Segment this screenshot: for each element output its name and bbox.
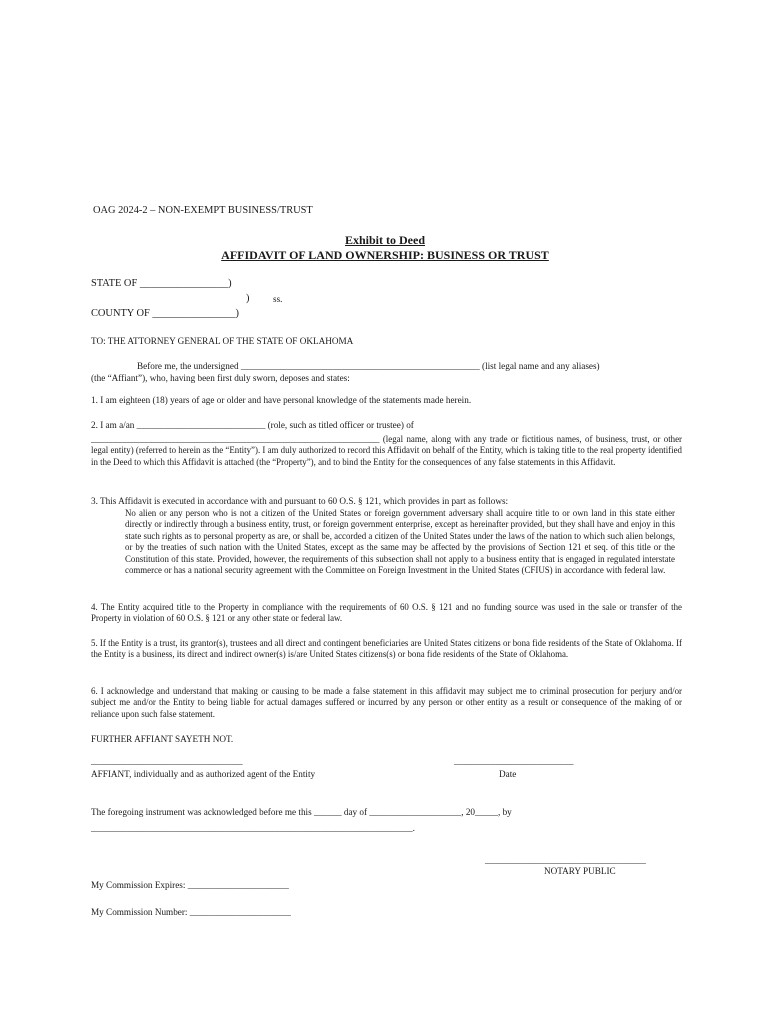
affidavit-title: AFFIDAVIT OF LAND OWNERSHIP: BUSINESS OR TRUST xyxy=(221,248,549,262)
affiant-label: AFFIANT, individually and as authorized agent of the Entity xyxy=(91,769,316,779)
ss-label: ss. xyxy=(273,294,283,304)
paragraph-2-body: _________________________________________________________________ (legal name, along with any trade or fictitious names, of business, trust, or other legal entity) (referred to herein as the “Entity”). I am duly authorized to record this Affidavit on behalf of the Entity, which is taking title to the real property identified in the Deed to which this Affidavit is attached (the “Property”), and to bind the Entity for the consequences of any false statements in this Affidavit. xyxy=(91,434,682,467)
statute-quote: No alien or any person who is not a citizen of the United States or foreign government adversary shall acquire title to or own land in this state either directly or indirectly through a business entity, trust, or foreign government enterprise, except as hereinafter provided, but they shall have and enjoy in this state such rights as to personal property as are, or shall be, accorded a citizen of the United States under the laws of the nation to which such alien belongs, or by the treaties of such nation with the United States, except as the same may be affected by the provisions of Section 121 et seq. of this title or the Constitution of this state. Provided, however, the requirements of this subsection shall not apply to a business entity that is engaged in regulated interstate commerce or has a national security agreement with the Committee on Foreign Investment in the United States (CFIUS) in accordance with federal law. xyxy=(125,508,675,576)
intro-line-1[interactable]: Before me, the undersigned ____________________________________________________ (list legal name and any aliases) xyxy=(137,361,600,371)
further-affiant: FURTHER AFFIANT SAYETH NOT. xyxy=(91,734,234,744)
form-code: OAG 2024-2 – NON-EXEMPT BUSINESS/TRUST xyxy=(93,205,313,216)
paragraph-1: 1. I am eighteen (18) years of age or older and have personal knowledge of the statements made herein. xyxy=(91,395,472,405)
paragraph-2-role[interactable]: 2. I am a/an ____________________________ (role, such as titled officer or trustee) of xyxy=(91,420,414,430)
county-of-field[interactable]: COUNTY OF ________________) xyxy=(91,308,239,319)
state-of-field[interactable]: STATE OF _________________) xyxy=(91,278,232,289)
paragraph-5: 5. If the Entity is a trust, its grantor(s), trustees and all direct and contingent beneficiaries are United States citizens or bona fide residents of the State of Oklahoma. If the Entity is a business, its direct and indirect owner(s) is/are United States citizens(s) or bona fide residents of the State of Oklahoma. xyxy=(91,638,682,660)
commission-number-field[interactable]: My Commission Number: ______________________ xyxy=(91,907,291,917)
paragraph-3-intro: 3. This Affidavit is executed in accordance with and pursuant to 60 O.S. § 121, which provides in part as follows: xyxy=(91,496,509,506)
exhibit-title: Exhibit to Deed xyxy=(344,233,425,247)
date-label: Date xyxy=(499,769,517,779)
intro-line-2: (the “Affiant”), who, having been first duly sworn, deposes and states: xyxy=(91,373,350,383)
paragraph-4: 4. The Entity acquired title to the Property in compliance with the requirements of 60 O.S. § 121 and no funding source was used in the sale or transfer of the Property in violation of 60 O.S. § 121 or any other state or federal law. xyxy=(91,602,682,624)
addressee: TO: THE ATTORNEY GENERAL OF THE STATE OF OKLAHOMA xyxy=(91,336,354,346)
affiant-signature-line[interactable]: _________________________________ xyxy=(91,756,243,766)
venue-paren: ) xyxy=(246,293,250,304)
date-signature-line[interactable]: __________________________ xyxy=(454,756,574,766)
notary-signature-line[interactable]: ___________________________________ xyxy=(485,855,646,865)
paragraph-6: 6. I acknowledge and understand that making or causing to be made a false statement in this affidavit may subject me to criminal prosecution for perjury and/or subject me and/or the Entity to being liable for actual damages suffered or incurred by any person or other entity as a result or consequence of the making of or reliance upon such false statement. xyxy=(91,686,682,719)
acknowledgment-line-2[interactable]: ______________________________________________________________________. xyxy=(91,823,415,833)
commission-expires-field[interactable]: My Commission Expires: ______________________ xyxy=(91,880,289,890)
acknowledgment-line-1[interactable]: The foregoing instrument was acknowledged before me this ______ day of ____________________, 20_____, by xyxy=(91,807,512,817)
notary-public-label: NOTARY PUBLIC xyxy=(544,866,616,876)
